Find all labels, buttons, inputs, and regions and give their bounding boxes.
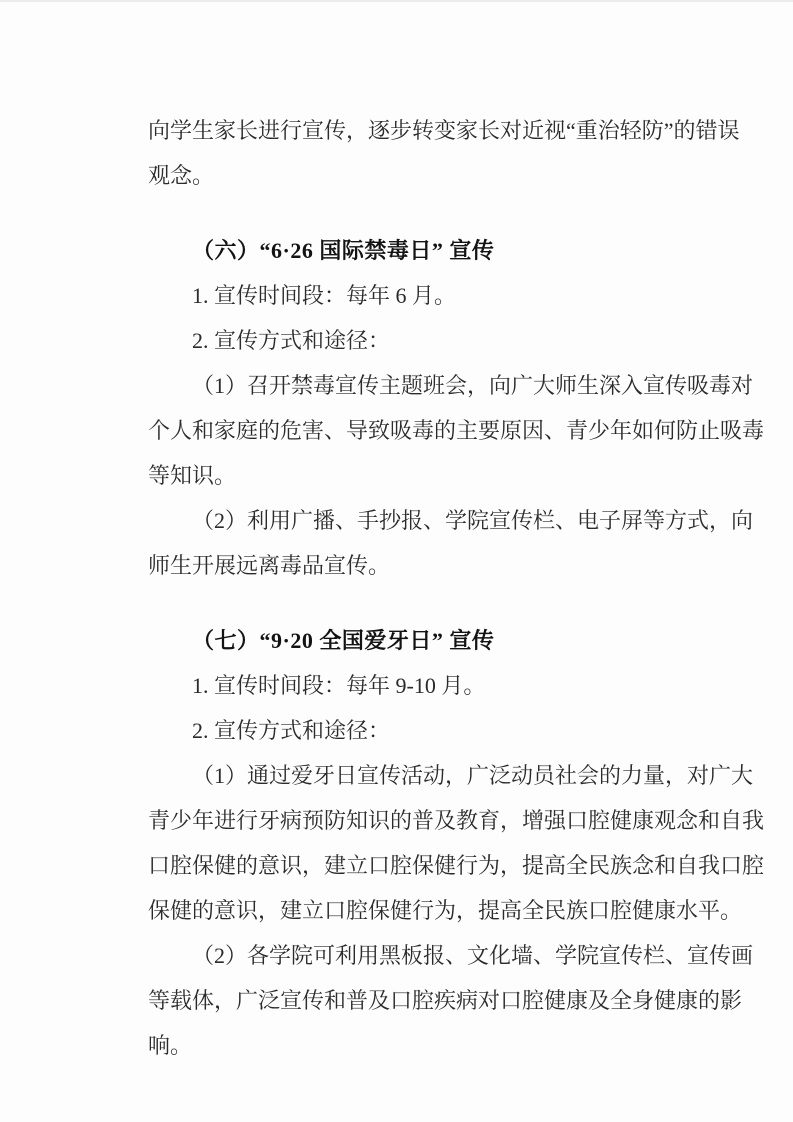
text-line: 观念。 bbox=[148, 163, 215, 188]
text-line: 2. 宣传方式和途径： bbox=[192, 718, 391, 743]
text-line: 1. 宣传时间段：每年 9-10 月。 bbox=[192, 673, 486, 698]
text-line: 1. 宣传时间段：每年 6 月。 bbox=[192, 283, 457, 308]
paragraph bbox=[148, 933, 754, 1068]
text-line: （1）通过爱牙日宣传活动，广泛动员社会的力量，对广大 bbox=[192, 763, 754, 788]
text-line: 响。 bbox=[148, 1033, 193, 1058]
paragraph bbox=[148, 708, 696, 753]
text-line: 个人和家庭的危害、导致吸毒的主要原因、青少年如何防止吸毒 bbox=[148, 418, 765, 443]
text-line: 等载体，广泛宣传和普及口腔疾病对口腔健康及全身健康的影 bbox=[148, 988, 743, 1013]
document-content bbox=[148, 108, 765, 1068]
text-line: 青少年进行牙病预防知识的普及教育，增强口腔健康观念和自我 bbox=[148, 808, 765, 833]
paragraph bbox=[148, 663, 696, 708]
text-line: 师生开展远离毒品宣传。 bbox=[148, 553, 391, 578]
text-line: 口腔保健的意识，建立口腔保健行为，提高全民族念和自我口腔 bbox=[148, 853, 765, 878]
paragraph bbox=[148, 108, 740, 198]
text-line: （六）“6·26 国际禁毒日” 宣传 bbox=[192, 238, 495, 263]
paragraph bbox=[148, 273, 696, 318]
section-heading bbox=[148, 618, 696, 663]
text-line: （1）召开禁毒宣传主题班会，向广大师生深入宣传吸毒对 bbox=[192, 373, 754, 398]
paragraph bbox=[148, 498, 754, 588]
text-line: （2）各学院可利用黑板报、文化墙、学院宣传栏、宣传画 bbox=[192, 943, 754, 968]
text-line: （七）“9·20 全国爱牙日” 宣传 bbox=[192, 628, 495, 653]
text-line: 向学生家长进行宣传，逐步转变家长对近视“重治轻防”的错误 bbox=[148, 118, 740, 143]
paragraph bbox=[148, 318, 696, 363]
paragraph bbox=[148, 363, 765, 498]
section-heading bbox=[148, 228, 696, 273]
text-line: 2. 宣传方式和途径： bbox=[192, 328, 391, 353]
text-line: （2）利用广播、手抄报、学院宣传栏、电子屏等方式，向 bbox=[192, 508, 754, 533]
text-line: 等知识。 bbox=[148, 463, 237, 488]
text-line: 保健的意识，建立口腔保健行为，提高全民族口腔健康水平。 bbox=[148, 898, 743, 923]
scan-edge-line bbox=[0, 0, 793, 2]
paragraph bbox=[148, 753, 765, 933]
